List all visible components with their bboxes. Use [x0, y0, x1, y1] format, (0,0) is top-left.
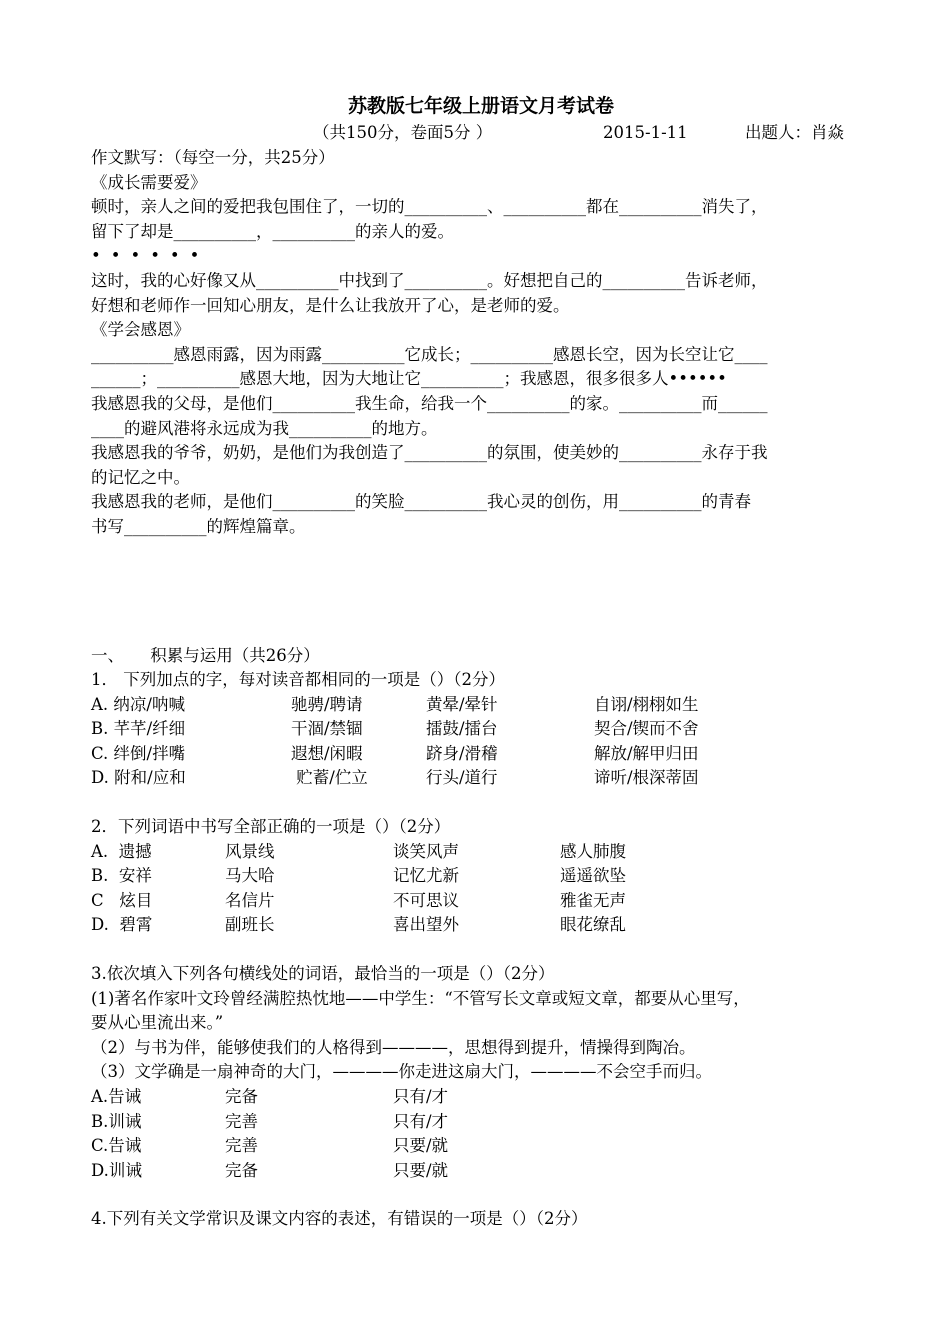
spacer	[91, 1183, 861, 1207]
option-cell: 遥遥欲坠	[560, 866, 626, 886]
q1-option-row	[91, 766, 861, 791]
essay2-line: ____的避风港将永远成为我__________的地方。	[91, 418, 438, 438]
option-cell: 自诩/栩栩如生	[594, 694, 699, 714]
q1-option-row	[91, 742, 861, 767]
section-heading: 一、 积累与运用（共26分）	[91, 645, 320, 665]
exam-page	[91, 92, 861, 1232]
option-cell: 完备	[225, 1087, 258, 1106]
option-cell: 贮蓄/伫立	[291, 768, 368, 788]
option-cell: 副班长	[225, 915, 275, 935]
option-cell: 完善	[225, 1111, 258, 1131]
option-cell: 只有/才	[393, 1087, 449, 1106]
option-cell: D.训诫	[91, 1160, 142, 1180]
essay1-line: 顿时，亲人之间的爱把我包围住了，一切的__________、__________都在__________消失了，	[91, 197, 768, 217]
option-cell: A. 遗撼	[91, 841, 152, 861]
option-cell: 只要/就	[393, 1136, 449, 1156]
q2-option-row	[91, 889, 861, 914]
q3-option-row	[91, 1110, 861, 1135]
essay2-line: 我感恩我的爷爷，奶奶，是他们为我创造了__________的氛围，使美妙的__________永存于我	[91, 443, 768, 463]
score-info: （共150分，卷面5分 ）	[313, 123, 493, 142]
option-cell: 干涸/禁锢	[291, 719, 363, 739]
option-cell: 跻身/滑稽	[426, 743, 498, 763]
q3-stem: 3.依次填入下列各句横线处的词语，最恰当的一项是（）（2分）	[91, 964, 555, 984]
option-cell: 眼花缭乱	[560, 915, 626, 935]
exam-title: 苏教版七年级上册语文月考试卷	[347, 95, 614, 117]
option-cell: 谈笑风声	[393, 841, 459, 861]
option-cell: C.告诫	[91, 1136, 142, 1156]
option-cell: B.训诫	[91, 1111, 142, 1131]
option-cell: 解放/解甲归田	[594, 743, 699, 763]
option-cell: 雅雀无声	[560, 890, 626, 910]
option-cell: 名信片	[225, 890, 275, 910]
option-cell: 完备	[225, 1160, 258, 1180]
q3-sentence: （2）与书为伴，能够使我们的人格得到————，思想得到提升，情操得到陶冶。	[91, 1037, 696, 1057]
composition-heading: 作文默写：（每空一分，共25分）	[91, 148, 335, 167]
q3-sentence: （3）文学确是一扇神奇的大门，————你走进这扇大门，————不会空手而归。	[91, 1062, 712, 1082]
option-cell: A. 纳凉/呐喊	[91, 694, 185, 714]
option-cell: 行头/道行	[426, 768, 498, 788]
option-cell: A.告诫	[91, 1087, 142, 1106]
spacer	[91, 938, 861, 962]
q1-option-row	[91, 717, 861, 742]
option-cell: 谛听/根深蒂固	[594, 768, 699, 788]
essay1-line: 好想和老师作一回知心朋友，是什么让我放开了心，是老师的爱。	[91, 295, 570, 315]
essay2-line: 我感恩我的老师，是他们__________的笑脸__________我心灵的创伤，用__________的青春	[91, 492, 751, 512]
exam-meta	[91, 120, 861, 146]
exam-author: 出题人：肖焱	[745, 123, 844, 142]
essay2-line: 书写__________的辉煌篇章。	[91, 516, 306, 536]
spacer	[91, 791, 861, 815]
option-cell: 风景线	[225, 841, 275, 861]
q2-option-row	[91, 913, 861, 938]
essay-title-2: 《学会感恩》	[91, 320, 190, 340]
spacer	[91, 540, 861, 644]
option-cell: 黄晕/晕针	[426, 694, 498, 714]
option-cell: 感人肺腹	[560, 841, 626, 861]
option-cell: C 炫目	[91, 890, 153, 910]
essay2-line: 我感恩我的父母，是他们__________我生命，给我一个__________的家。__________而______	[91, 393, 768, 413]
option-cell: 驰骋/聘请	[291, 694, 363, 714]
q3-sentence: 要从心里流出来。”	[91, 1013, 224, 1033]
option-cell: 契合/锲而不舍	[594, 719, 699, 739]
q1-option-row	[91, 693, 861, 718]
option-cell: 完善	[225, 1136, 258, 1156]
exam-date: 2015-1-11	[603, 123, 688, 142]
q2-stem: 2．下列词语中书写全部正确的一项是（）（2分）	[91, 817, 451, 837]
option-cell: D. 附和/应和	[91, 768, 186, 788]
essay2-line: 的记忆之中。	[91, 467, 190, 487]
option-cell: B. 芊芊/纤细	[91, 719, 186, 739]
essay-title-1: 《成长需要爱》	[91, 172, 207, 192]
essay1-line: 留下了却是__________，__________的亲人的爱。	[91, 221, 454, 241]
option-cell: 只要/就	[393, 1160, 449, 1180]
q3-sentence: (1)著名作家叶文玲曾经满腔热忱地——中学生：“不管写长文章或短文章，都要从心里写，	[91, 988, 750, 1008]
q2-option-row	[91, 840, 861, 865]
option-cell: 喜出望外	[393, 915, 459, 935]
q3-option-row	[91, 1134, 861, 1159]
option-cell: 只有/才	[393, 1111, 449, 1131]
option-cell: B. 安祥	[91, 866, 152, 886]
q3-option-row	[91, 1159, 861, 1184]
q2-option-row	[91, 864, 861, 889]
q4-stem: 4.下列有关文学常识及课文内容的表述，有错误的一项是（）（2分）	[91, 1209, 588, 1229]
essay1-line: 这时，我的心好像又从__________中找到了__________。好想把自己的__________告诉老师，	[91, 270, 768, 290]
q1-stem: 1． 下列加点的字，每对读音都相同的一项是（）（2分）	[91, 670, 505, 690]
option-cell: 马大哈	[225, 866, 275, 886]
option-cell: 不可思议	[393, 890, 459, 910]
option-cell: 遐想/闲暇	[291, 743, 363, 763]
option-cell: 记忆尤新	[393, 866, 459, 886]
option-cell: D. 碧霄	[91, 915, 153, 935]
essay2-line: ______；__________感恩大地，因为大地让它__________；我感恩，很多很多人••••••	[91, 369, 727, 389]
option-cell: C. 绊倒/拌嘴	[91, 743, 186, 763]
ellipsis-dots: ••••••	[91, 246, 210, 266]
option-cell: 擂鼓/擂台	[426, 719, 498, 739]
essay2-line: __________感恩雨露，因为雨露__________它成长；__________感恩长空，因为长空让它____	[91, 344, 768, 364]
q3-option-row	[91, 1085, 861, 1110]
